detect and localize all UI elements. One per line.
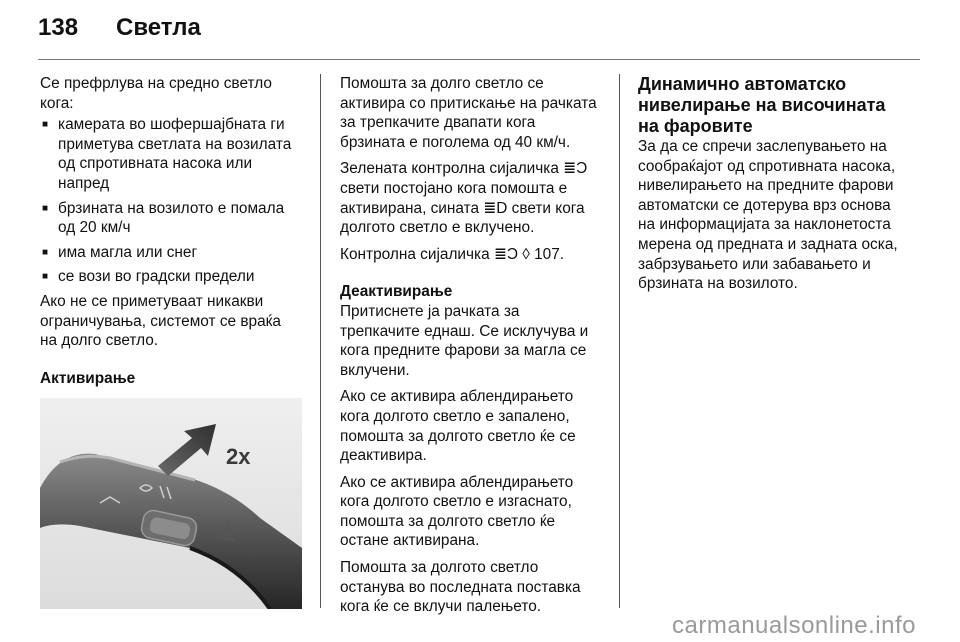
paragraph: Ако се активира аблендирањето кога долгото светло е запалено, помошта за долгото светло ќе се деактивира.	[340, 388, 576, 465]
intro-text: Се префрлува на средно светло кога:	[40, 75, 272, 112]
paragraph: Зелената контролна сијаличка ≣Ͻ свети постојано кога помошта е активирана, сината ≣D свети кога долгото светло е вклучено.	[340, 160, 588, 237]
header-divider	[38, 59, 920, 60]
section-heading-deactivation: Деактивирање	[340, 283, 453, 301]
paragraph: Помошта за долгото светло останува во последната поставка кога ќе се вклучи палењето.	[340, 559, 581, 616]
page-header	[38, 14, 201, 50]
page-title: Светла	[116, 14, 201, 41]
paragraph: Притиснете ја рачката за трепкачите еднаш. Се исклучува и кога предните фарови за магла се вклучени.	[340, 302, 589, 379]
paragraph: Ако се активира аблендирањето кога долгото светло е изгаснато, помошта за долгото светло ќе остане активирана.	[340, 473, 574, 550]
lever-illustration	[40, 398, 302, 609]
list-item: ■ камерата во шофершајбната ги приметува светлата на возилата од спротивната насока или напред	[40, 115, 302, 193]
list-item: ■ има магла или снег	[40, 243, 302, 263]
conditions-list	[40, 115, 302, 287]
list-item: ■ брзината на возилото е помала од 20 км/ч	[40, 199, 302, 238]
paragraph: Контролна сијаличка ≣Ͻ ◊ 107.	[340, 245, 565, 263]
section-heading-headlight-leveling: Динамично автоматско нивелирање на височината на фаровите	[638, 74, 886, 136]
column-divider	[619, 74, 620, 608]
figure-label-2x: 2x	[226, 444, 251, 470]
turn-signal-lever-figure	[40, 398, 302, 609]
section-heading-activation: Активирање	[40, 369, 136, 387]
column-divider	[320, 74, 321, 608]
column-middle	[340, 74, 602, 617]
page-number: 138	[38, 14, 79, 41]
paragraph: Ако не се приметуваат никакви ограничувања, системот се враќа на долго светло.	[40, 292, 281, 350]
paragraph: Помошта за долго светло се активира со притискање на рачката за трепкачите двапати кога брзината е поголема од 40 км/ч.	[340, 75, 597, 151]
list-item: ■ се вози во градски предели	[40, 267, 302, 287]
paragraph: За да се спречи заслепувањето на сообраќајот од спротивната насока, нивелирањето на предните фарови автоматски се дотерува врз основа на информацијата за наклонетоста мерена од предната и задната оска, забрзувањето или забавањето и брзината на возилото.	[638, 138, 898, 293]
column-left	[40, 74, 302, 609]
watermark: carmanualsonline.info	[672, 612, 916, 639]
column-right	[638, 74, 900, 294]
